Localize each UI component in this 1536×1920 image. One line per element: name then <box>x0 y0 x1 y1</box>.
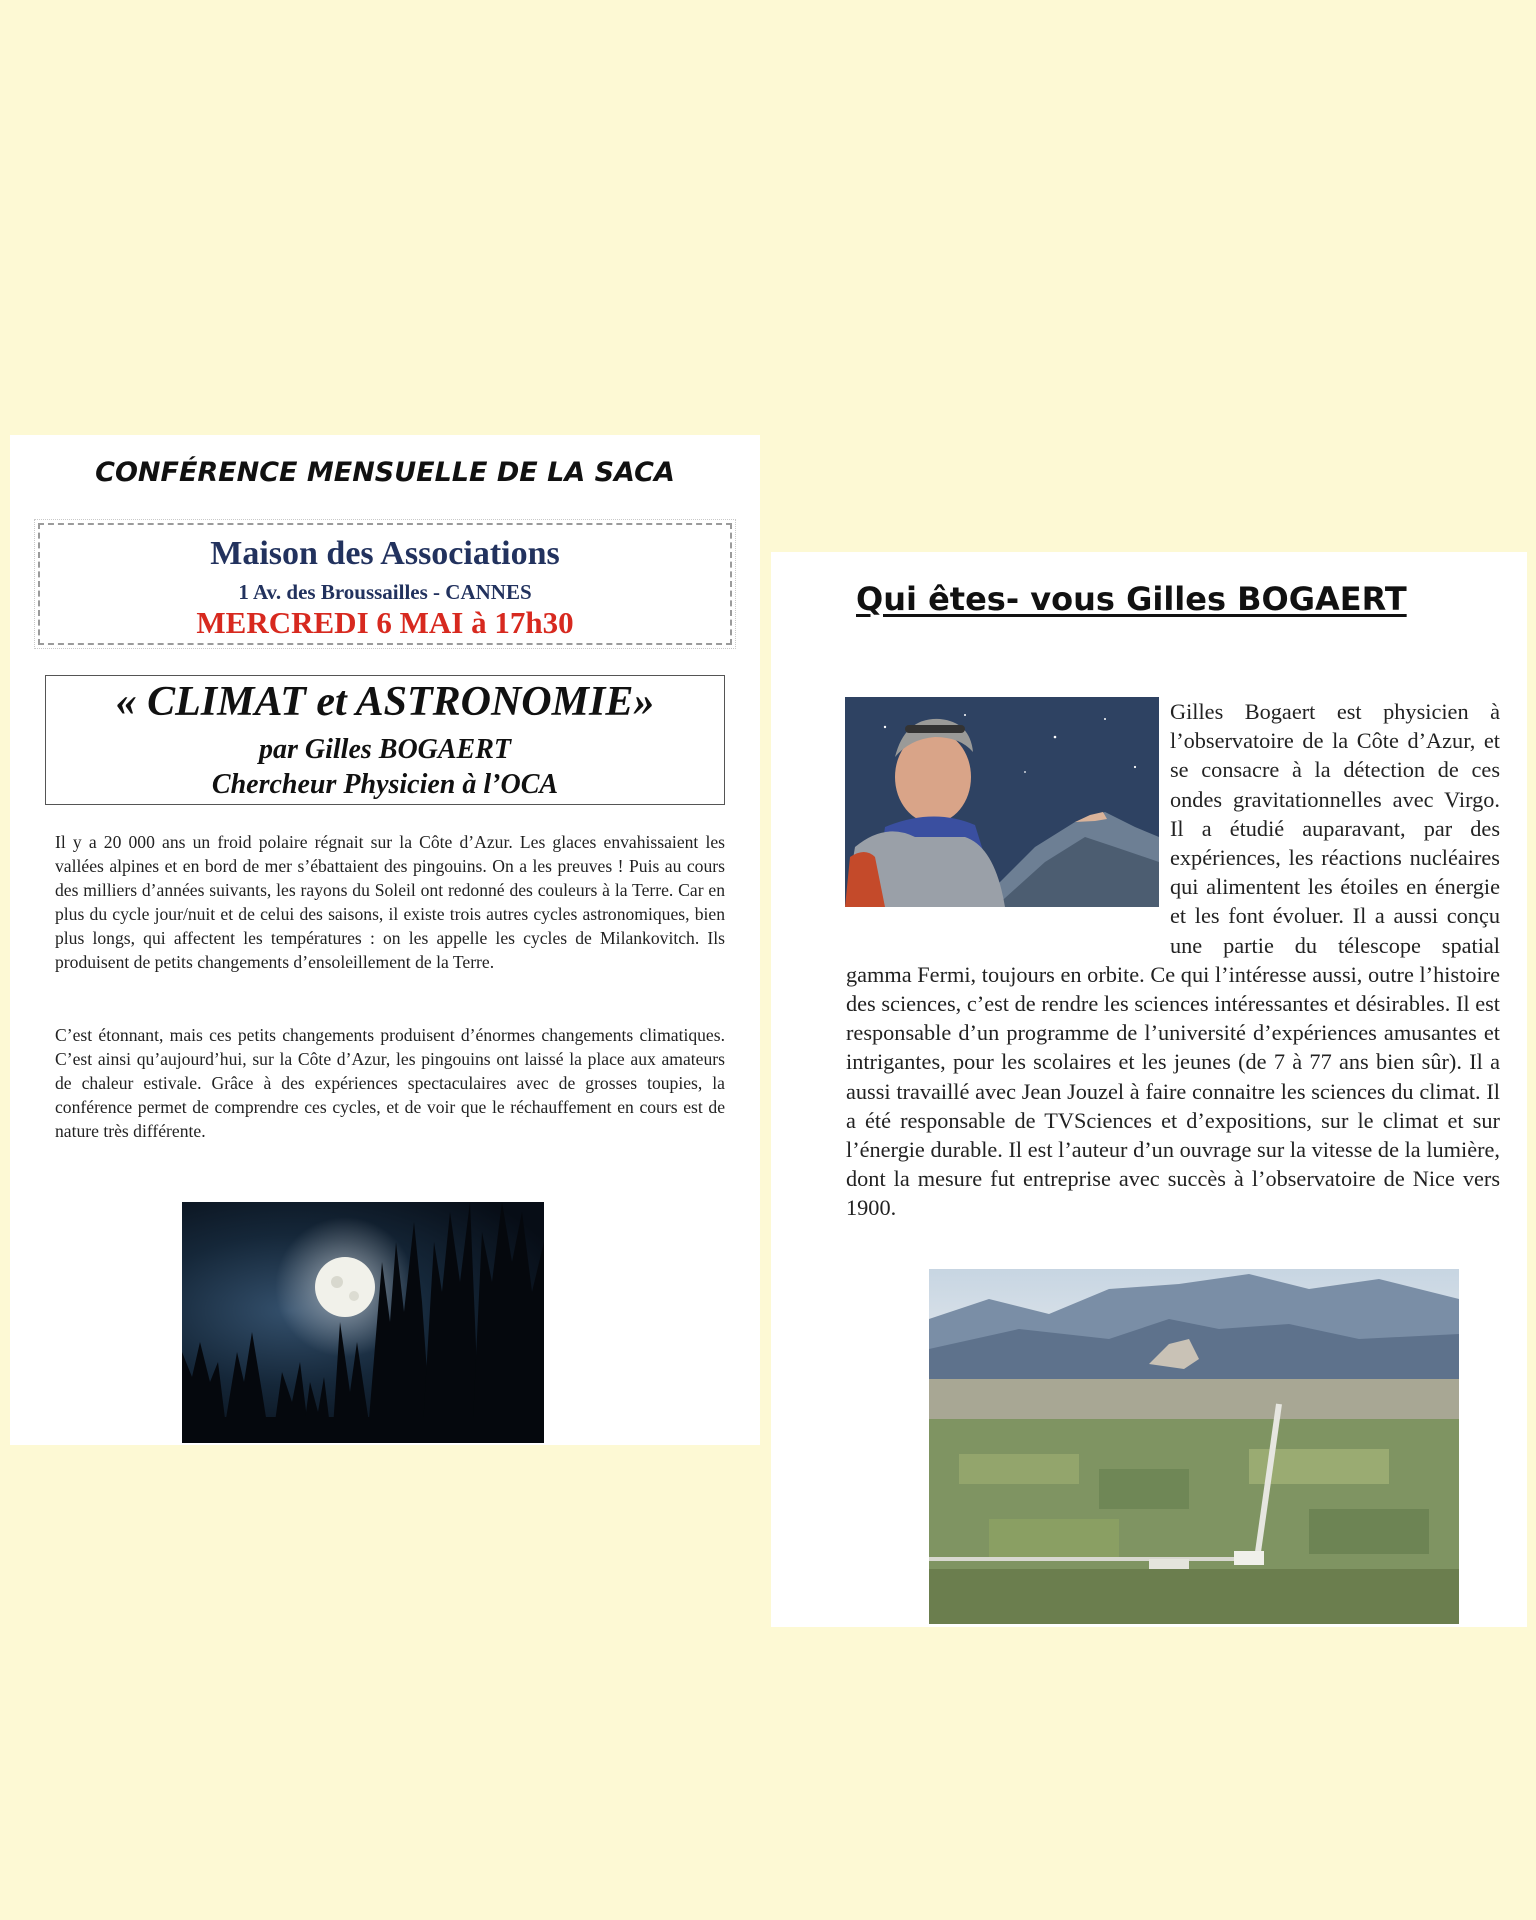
venue-name: Maison des Associations <box>210 535 560 572</box>
speaker-bio-page <box>771 552 1527 1627</box>
conference-poster-page <box>10 435 760 1445</box>
bio-paragraph <box>846 697 1500 1223</box>
conference-header: CONFÉRENCE MENSUELLE DE LA SACA <box>95 457 675 488</box>
talk-speaker: par Gilles BOGAERT <box>258 734 512 765</box>
virgo-landscape-illustration <box>929 1269 1459 1624</box>
moon-forest-illustration <box>182 1202 544 1443</box>
talk-role: Chercheur Physicien à l’OCA <box>211 769 559 800</box>
venue-box <box>38 523 732 645</box>
virgo-observatory-image <box>929 1269 1459 1624</box>
portrait-spacer <box>846 697 1170 932</box>
description-paragraph-2: C’est étonnant, mais ces petits changements produisent d’énormes changements climatiques. C’est ainsi qu’aujourd’hui, sur la Côte d’Azur, les pingouins ont laissé la place aux amateurs de chaleur estivale. Grâce à des expériences spectaculaires avec de grosses toupies, la conférence permet de comprendre ces cycles, et de voir que le réchauffement en cours est de nature très différente. <box>55 1025 725 1141</box>
talk-title: « CLIMAT et ASTRONOMIE» <box>115 679 655 725</box>
event-date: MERCREDI 6 MAI à 17h30 <box>196 605 574 640</box>
bio-text: Gilles Bogaert est physicien à l’observatoire de la Côte d’Azur, et se consacre à la détection de ces ondes gravitationnelles avec Virgo. Il a étudié auparavant, par des expériences, les réactions nucléaires qui alimentent les étoiles en énergie et les font évoluer. Il a aussi conçu une partie du télescope spatial gamma Fermi, toujours en orbite. Ce qui l’intéresse aussi, outre l’histoire des sciences, c’est de rendre les sciences intéressantes et désirables. Il est responsable d’un programme de l’université d’expériences amusantes et intrigantes, pour les scolaires et les jeunes (de 7 à 77 ans bien sûr). Il a aussi travaillé avec Jean Jouzel à faire connaitre les sciences du climat. Il a été responsable de TVSciences et d’expositions, sur le climat et sur l’énergie durable. Il est l’auteur d’un ouvrage sur la vitesse de la lumière, dont la mesure fut entreprise avec succès à l’observatoire de Nice vers 1900. <box>846 699 1500 1221</box>
description-paragraph-1: Il y a 20 000 ans un froid polaire régnait sur la Côte d’Azur. Les glaces envahissaient les vallées alpines et en bord de mer s’ébattaient des pingouins. On a les preuves ! Puis au cours des milliers d’années suivants, les rayons du Soleil ont redonné des couleurs à la Terre. Car en plus du cycle jour/nuit et de celui des saisons, il existe trois autres cycles astronomiques, bien plus longs, qui affectent les températures : on les appelle les cycles de Milankovitch. Ils produisent de petits changements d’ensoleillement de la Terre. <box>55 832 725 972</box>
talk-box <box>45 675 725 805</box>
venue-address: 1 Av. des Broussailles - CANNES <box>238 580 532 604</box>
bio-title: Qui êtes- vous Gilles BOGAERT <box>856 580 1407 618</box>
moon-forest-image <box>182 1202 544 1443</box>
